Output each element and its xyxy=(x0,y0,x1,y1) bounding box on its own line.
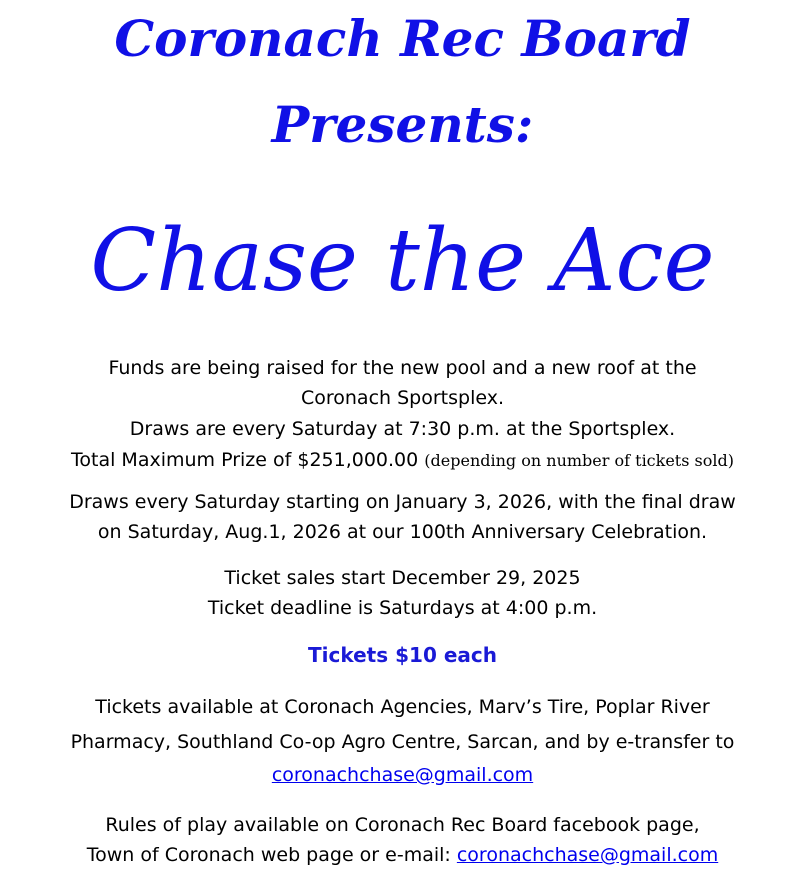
etransfer-email-link[interactable]: coronachchase@gmail.com xyxy=(271,764,534,786)
schedule-line-1: Draws every Saturday starting on January 3, 2026, with the final draw xyxy=(69,491,736,513)
max-prize-line xyxy=(0,448,805,473)
max-prize-note: (depending on number of tickets sold) xyxy=(424,451,734,470)
sales-start-line: Ticket sales start December 29, 2025 xyxy=(224,567,581,589)
etransfer-email-line xyxy=(0,763,805,787)
header-presents: Presents: xyxy=(271,95,534,154)
header-org-name: Coronach Rec Board xyxy=(114,9,691,68)
rules-email-link[interactable]: coronachchase@gmail.com xyxy=(456,844,719,866)
rules-line-2 xyxy=(0,843,805,867)
availability-line-1: Tickets available at Coronach Agencies, Marv’s Tire, Poplar River xyxy=(95,696,710,718)
draw-time-line: Draws are every Saturday at 7:30 p.m. at the Sportsplex. xyxy=(129,418,676,440)
availability-line-2: Pharmacy, Southland Co-op Agro Centre, Sarcan, and by e-transfer to xyxy=(70,731,735,753)
deadline-line: Ticket deadline is Saturdays at 4:00 p.m. xyxy=(207,597,598,619)
ticket-price: Tickets $10 each xyxy=(308,643,497,667)
max-prize-text: Total Maximum Prize of $251,000.00 xyxy=(71,449,419,471)
event-title: Chase the Ace xyxy=(90,211,715,311)
rules-line-2-text: Town of Coronach web page or e-mail: xyxy=(86,844,451,866)
rules-line-1: Rules of play available on Coronach Rec Board facebook page, xyxy=(105,814,700,836)
funds-line-1: Funds are being raised for the new pool and a new roof at the xyxy=(108,357,697,379)
schedule-line-2: on Saturday, Aug.1, 2026 at our 100th Anniversary Celebration. xyxy=(97,521,708,543)
funds-line-2: Coronach Sportsplex. xyxy=(300,387,504,409)
